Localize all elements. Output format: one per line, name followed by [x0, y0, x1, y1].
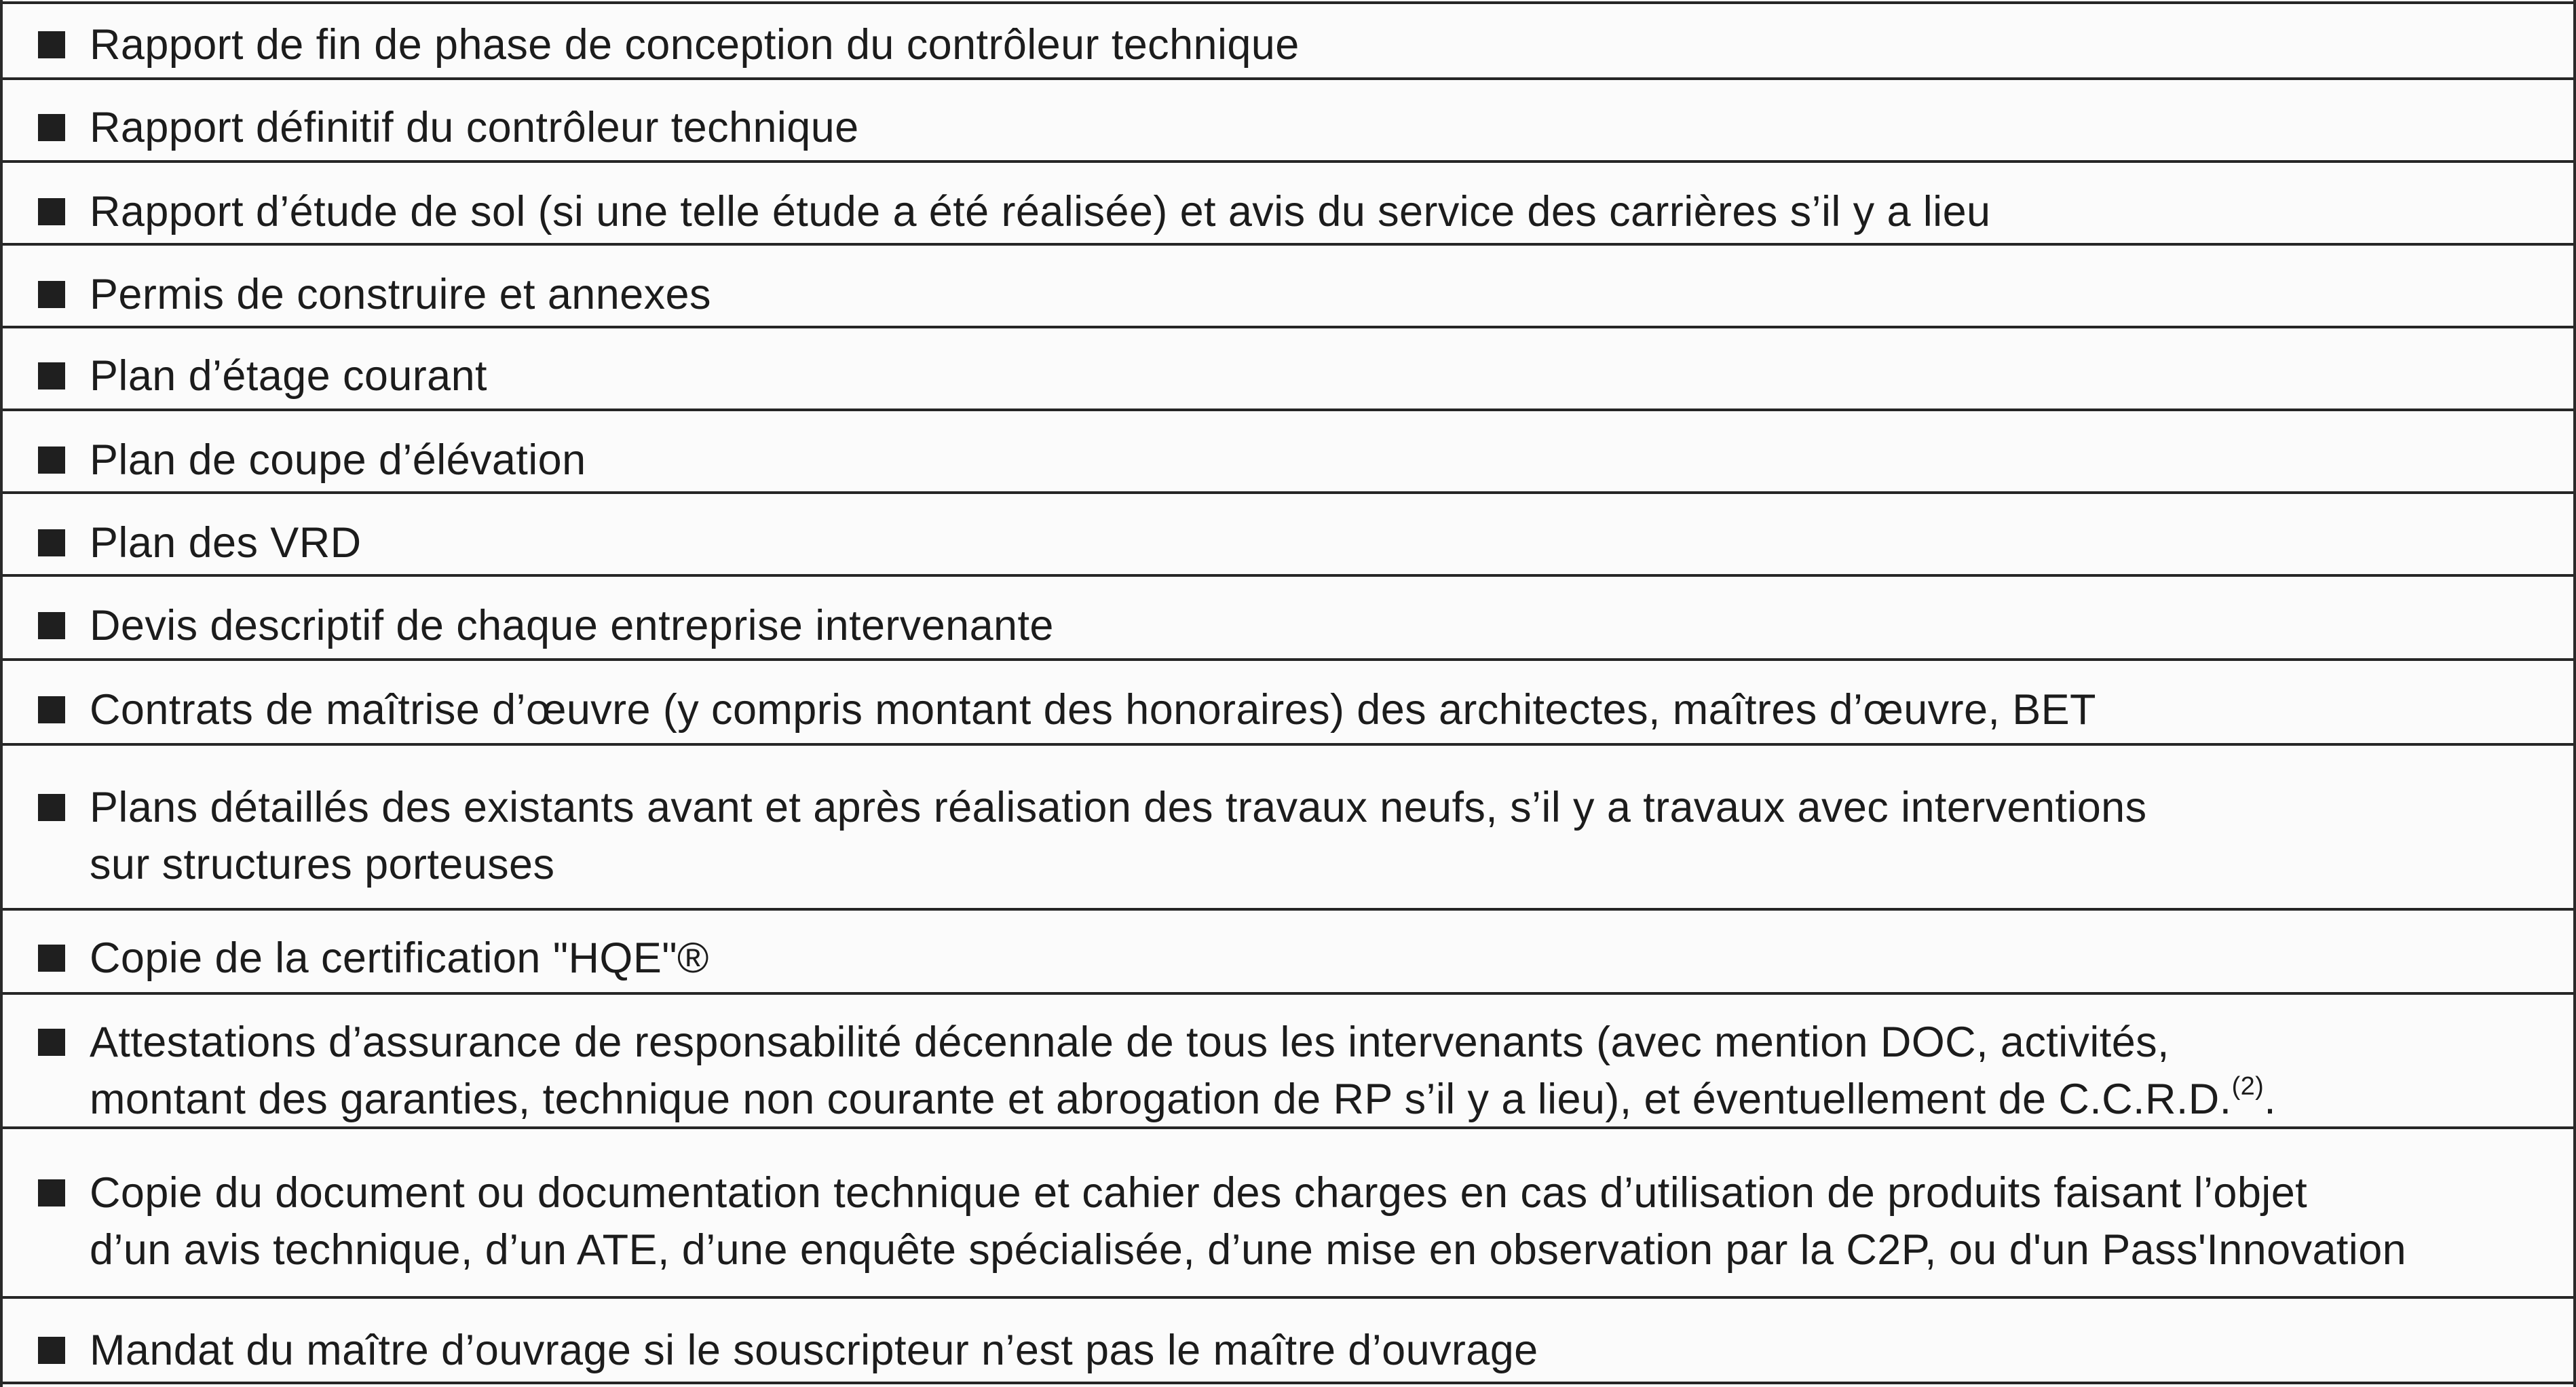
list-item-text: Rapport d’étude de sol (si une telle étude a été réalisée) et avis du service des carrières s’il y a lieu	[90, 188, 1991, 235]
footnote-marker: (2)	[2231, 1072, 2265, 1101]
square-bullet-icon	[38, 612, 65, 639]
row-divider	[3, 160, 2573, 163]
list-item-text: Plan des VRD	[90, 519, 362, 567]
list-item	[3, 432, 2573, 489]
list-item	[3, 266, 2573, 323]
square-bullet-icon	[38, 1337, 65, 1364]
square-bullet-icon	[38, 31, 65, 58]
list-item-text: Plan de coupe d’élévation	[90, 436, 586, 484]
list-item-text: sur structures porteuses	[90, 841, 555, 888]
row-divider	[3, 1382, 2573, 1384]
row-divider	[3, 743, 2573, 746]
list-item-text: Rapport définitif du contrôleur technique	[90, 104, 859, 151]
row-divider	[3, 992, 2573, 995]
row-divider	[3, 908, 2573, 911]
list-item-text: Rapport de fin de phase de conception du contrôleur technique	[90, 21, 1300, 69]
square-bullet-icon	[38, 198, 65, 225]
list-item	[3, 597, 2573, 654]
square-bullet-icon	[38, 1029, 65, 1056]
list-item-text: Mandat du maître d’ouvrage si le souscripteur n’est pas le maître d’ouvrage	[90, 1327, 1538, 1374]
list-item	[3, 183, 2573, 240]
square-bullet-icon	[38, 114, 65, 141]
list-item-text: d’un avis technique, d’un ATE, d’une enquête spécialisée, d’une mise en observation par la C2P, ou d'un Pass'Innovation	[90, 1226, 2407, 1274]
list-item	[3, 1164, 2573, 1278]
list-item	[3, 514, 2573, 571]
square-bullet-icon	[38, 1179, 65, 1206]
row-divider	[3, 243, 2573, 246]
row-divider	[3, 77, 2573, 80]
list-item-text-end: .	[2264, 1076, 2277, 1123]
row-divider	[3, 1, 2573, 4]
row-divider	[3, 491, 2573, 494]
list-item	[3, 99, 2573, 156]
row-divider	[3, 574, 2573, 577]
square-bullet-icon	[38, 281, 65, 308]
square-bullet-icon	[38, 696, 65, 723]
list-item-text: Contrats de maîtrise d’œuvre (y compris montant des honoraires) des architectes, maîtres d’œuvre, BET	[90, 686, 2096, 734]
list-item-text: Plans détaillés des existants avant et après réalisation des travaux neufs, s’il y a travaux avec interventions	[90, 784, 2147, 831]
list-item-text: montant des garanties, technique non courante et abrogation de RP s’il y a lieu), et éventuellement de C.C.R.D.	[90, 1076, 2232, 1123]
list-item-text: Copie du document ou documentation technique et cahier des charges en cas d’utilisation de produits faisant l’objet	[90, 1169, 2308, 1217]
row-divider	[3, 1296, 2573, 1299]
list-item-text: Plan d’étage courant	[90, 352, 487, 400]
row-divider	[3, 408, 2573, 411]
list-item-text: Permis de construire et annexes	[90, 271, 711, 318]
square-bullet-icon	[38, 794, 65, 821]
row-divider	[3, 326, 2573, 328]
square-bullet-icon	[38, 945, 65, 972]
list-item-text: Copie de la certification "HQE"®	[90, 934, 709, 982]
list-item	[3, 681, 2573, 738]
list-item	[3, 779, 2573, 893]
square-bullet-icon	[38, 446, 65, 474]
list-item	[3, 347, 2573, 404]
square-bullet-icon	[38, 529, 65, 556]
list-item	[3, 1322, 2573, 1379]
list-item	[3, 16, 2573, 73]
list-item	[3, 1014, 2573, 1128]
square-bullet-icon	[38, 362, 65, 390]
list-item-text-with-note	[90, 1071, 2560, 1128]
row-divider	[3, 658, 2573, 661]
list-item	[3, 930, 2573, 987]
list-item-text: Devis descriptif de chaque entreprise intervenante	[90, 602, 1054, 649]
list-item-text: Attestations d’assurance de responsabilité décennale de tous les intervenants (avec mention DOC, activités,	[90, 1019, 2170, 1066]
